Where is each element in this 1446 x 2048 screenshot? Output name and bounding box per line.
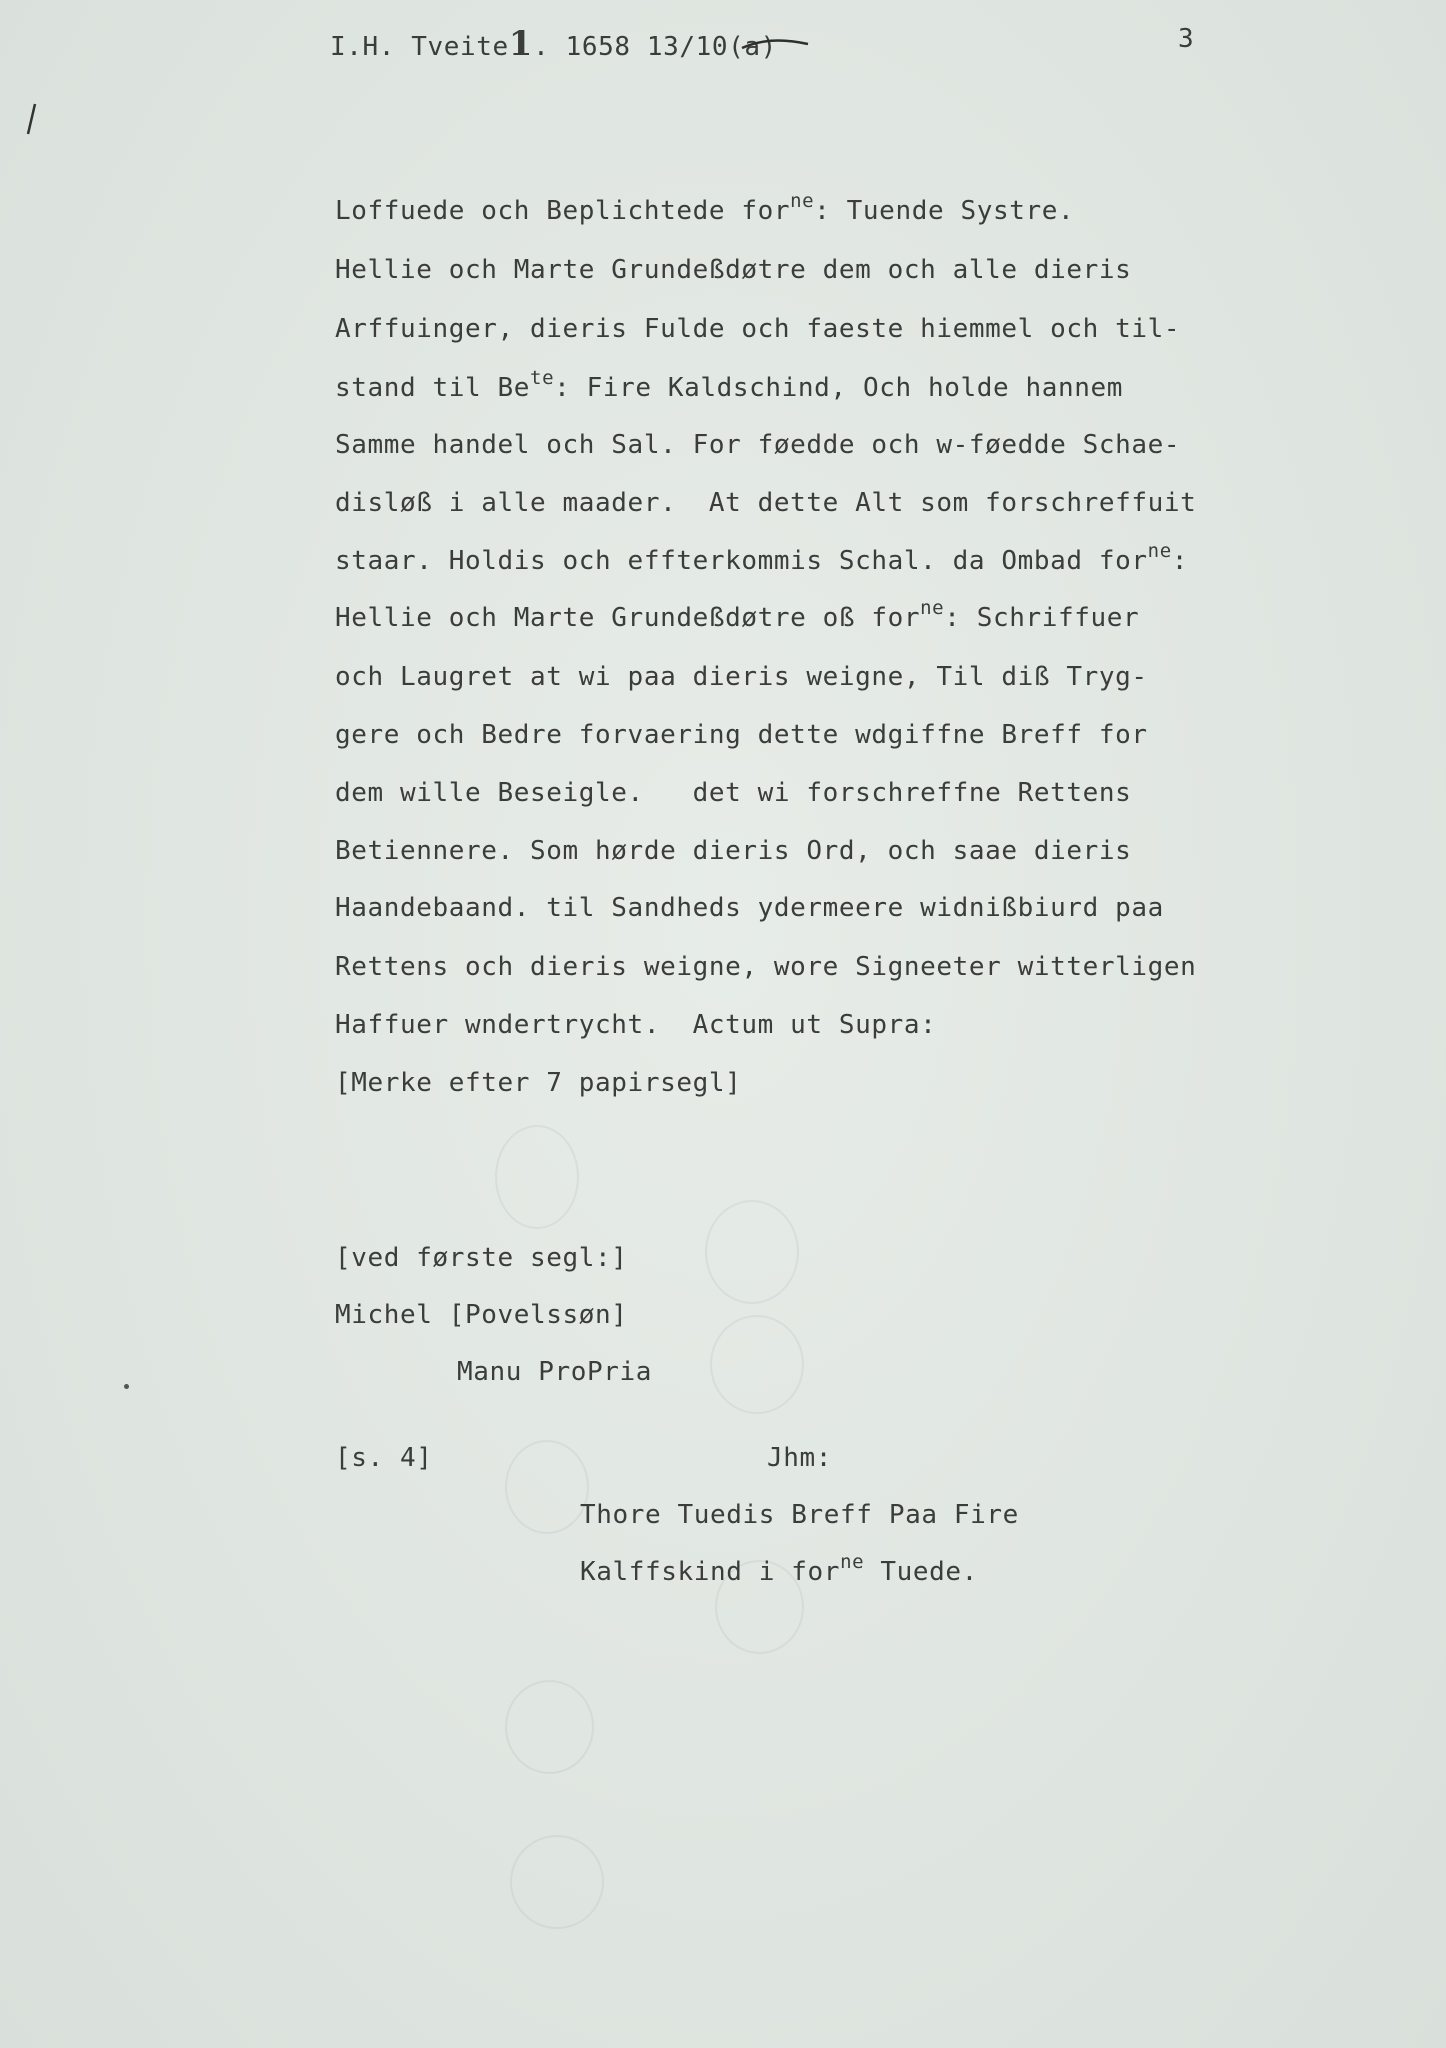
endorsement-line — [580, 1551, 978, 1587]
body-line: gere och Bedre forvaering dette wdgiffne Breff for — [335, 720, 1148, 750]
superscript: ne — [840, 1551, 865, 1573]
superscript: ne — [920, 597, 945, 619]
signer-name: Michel [Povelssøn] — [335, 1300, 628, 1330]
header-struck-text: (a) — [728, 32, 777, 62]
text: Tuede. — [864, 1557, 978, 1587]
body-line: [Merke efter 7 papirsegl] — [335, 1068, 742, 1098]
endorsement-heading: Jhm: — [767, 1443, 833, 1473]
text: Kalffskind i for — [580, 1557, 841, 1587]
body-line: Haffuer wndertrycht. Actum ut Supra: — [335, 1010, 937, 1040]
header-reference: I.H. Tveite1. 1658 13/10(a) — [330, 24, 777, 64]
body-line: disløß i alle maader. At dette Alt som forschreffuit — [335, 488, 1197, 518]
body-line: och Laugret at wi paa dieris weigne, Til diß Tryg- — [335, 662, 1148, 692]
body-line: Haandebaand. til Sandheds ydermeere widnißbiurd paa — [335, 893, 1164, 923]
signature-formula: Manu ProPria — [457, 1357, 653, 1387]
text: Hellie och Marte Grundeßdøtre oß for — [335, 603, 921, 633]
text: Loffuede och Beplichtede for — [335, 196, 791, 226]
body-line: Hellie och Marte Grundeßdøtre dem och alle dieris — [335, 255, 1132, 285]
body-line: Arffuinger, dieris Fulde och faeste hiemmel och til- — [335, 314, 1181, 344]
seal-impression — [705, 1200, 799, 1304]
page-number: 3 — [1178, 24, 1195, 54]
body-line — [335, 190, 1075, 226]
ink-dot — [124, 1384, 129, 1389]
body-line: dem wille Beseigle. det wi forschreffne Rettens — [335, 778, 1132, 808]
body-line — [335, 597, 1140, 633]
seal-impression — [510, 1835, 604, 1929]
endorsement-line: Thore Tuedis Breff Paa Fire — [580, 1500, 1019, 1530]
body-line — [335, 540, 1189, 576]
strike-through-mark — [740, 30, 810, 56]
text: staar. Holdis och effterkommis Schal. da Ombad for — [335, 546, 1148, 576]
superscript: ne — [1147, 540, 1172, 562]
text: : Fire Kaldschind, Och holde hannem — [554, 373, 1123, 403]
body-line: Rettens och dieris weigne, wore Signeeter witterligen — [335, 952, 1197, 982]
text: : Schriffuer — [944, 603, 1140, 633]
body-line: Samme handel och Sal. For føedde och w-føedde Schae- — [335, 430, 1181, 460]
text: stand til Be — [335, 373, 531, 403]
text: : — [1171, 546, 1189, 576]
margin-pen-mark — [24, 102, 38, 136]
header-date: 1658 13/10 — [565, 32, 729, 62]
text: : Tuende Systre. — [814, 196, 1075, 226]
body-line: Betiennere. Som hørde dieris Ord, och saae dieris — [335, 836, 1132, 866]
seal-impression — [495, 1125, 579, 1229]
header-handwritten-mark: 1 — [508, 24, 534, 64]
seal-impression — [710, 1315, 804, 1414]
seal-impression — [505, 1680, 594, 1774]
header-author: I.H. Tveite — [330, 32, 509, 62]
seal-note: [ved første segl:] — [335, 1243, 628, 1273]
body-line — [335, 367, 1123, 403]
seal-impression — [505, 1440, 589, 1534]
superscript: ne — [790, 190, 815, 212]
page-reference: [s. 4] — [335, 1443, 433, 1473]
superscript: te — [530, 367, 555, 389]
